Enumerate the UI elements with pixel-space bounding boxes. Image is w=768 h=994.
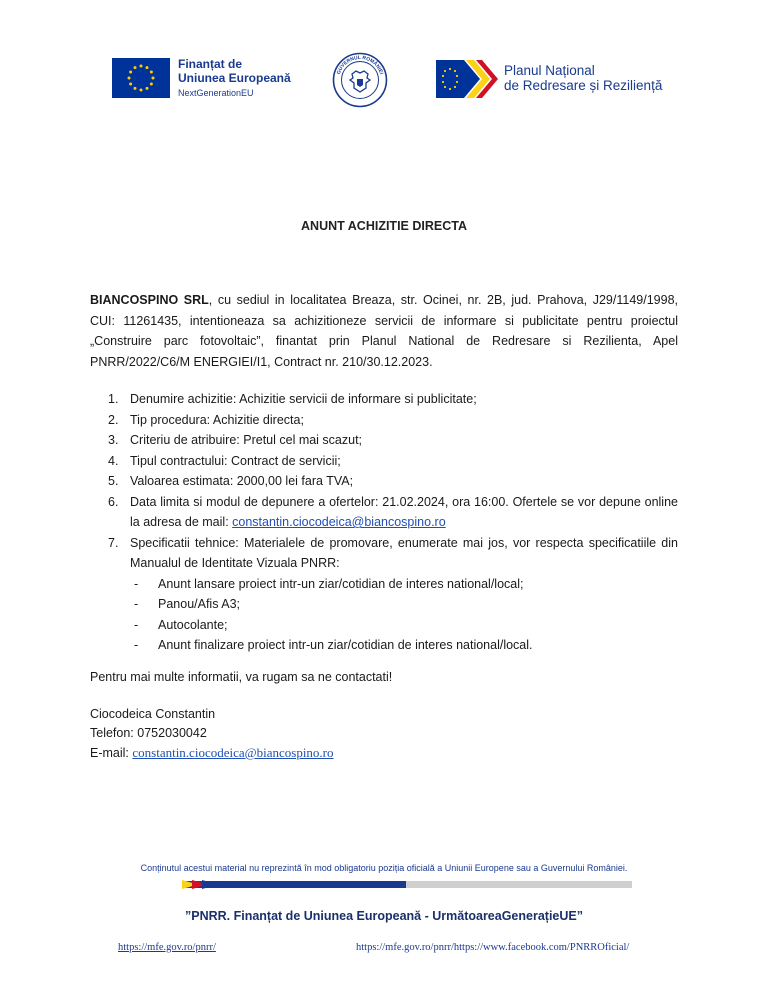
list-item: [90, 389, 678, 410]
dash-marker: -: [134, 597, 139, 611]
intro-paragraph: [90, 290, 678, 372]
eu-star-icon: [150, 83, 153, 86]
list-item: [90, 451, 678, 472]
email-label: E-mail:: [90, 746, 133, 760]
eu-star-icon: [146, 66, 149, 69]
offer-email-link[interactable]: constantin.ciocodeica@biancospino.ro: [232, 515, 446, 529]
eu-logo-line1: Finanțat de: [178, 57, 243, 72]
item-text: Tip procedura: Achizitie directa;: [130, 412, 304, 427]
item-number: 1.: [108, 392, 119, 406]
eu-logo-line2: Uniunea Europeană: [178, 70, 291, 85]
sublist-text: Anunt lansare proiect intr-un ziar/cotidian de interes national/local;: [158, 576, 524, 591]
requirements-list: [90, 389, 678, 656]
item-text: Valoarea estimata: 2000,00 lei fara TVA;: [130, 474, 354, 488]
contact-name: Ciocodeica Constantin: [90, 707, 216, 721]
document-title: ANUNT ACHIZITIE DIRECTA: [301, 219, 467, 233]
eu-star-icon: [128, 77, 131, 80]
sublist-item: [130, 594, 678, 615]
item-number: 6.: [108, 494, 119, 509]
footer-disclaimer: Conținutul acestui material nu reprezintă în mod obligatoriu poziția oficială a Uniunii Europene sau a Guvernului României.: [140, 863, 628, 873]
item-number: 7.: [108, 535, 119, 550]
contact-phone-row: [90, 724, 334, 743]
sublist-text: Anunt finalizare proiect intr-un ziar/cotidian de interes national/local.: [158, 638, 533, 652]
materials-sublist: [130, 574, 678, 656]
item-number: 4.: [108, 453, 119, 468]
item-text-part: Specificatii tehnice: Materialele de promovare, enumerate mai jos, vor respecta specificatiile din Manualul de Identitate Vizuala PNRR:: [130, 535, 678, 570]
contact-intro: Pentru mai multe informatii, va rugam sa ne contactati!: [90, 670, 393, 684]
eu-star-icon: [140, 65, 143, 68]
sublist-item: [130, 574, 678, 595]
eu-star-icon: [134, 66, 137, 69]
contact-email-link[interactable]: constantin.ciocodeica@biancospino.ro: [132, 745, 334, 760]
item-text: Criteriu de atribuire: Pretul cel mai scazut;: [130, 433, 363, 447]
contact-block: [90, 705, 334, 763]
government-seal-icon: [332, 52, 388, 108]
footer-flag-bar-icon: [182, 880, 632, 889]
seal-text: GUVERNUL ROMÂNIEI: [335, 54, 385, 76]
list-item: [90, 533, 678, 656]
pnrr-facebook-link[interactable]: https://mfe.gov.ro/pnrr/https://www.facebook.com/PNRROficial/: [356, 942, 630, 953]
eu-star-icon: [129, 83, 132, 86]
eu-star-icon: [150, 71, 153, 74]
eu-star-icon: [129, 71, 132, 74]
pnrr-logo-line2: de Redresare și Reziliență: [504, 78, 663, 93]
sublist-text: Panou/Afis A3;: [158, 597, 241, 611]
company-name: BIANCOSPINO SRL: [90, 293, 209, 307]
intro-text: , cu sediul in localitatea Breaza, str. Ocinei, nr. 2B, jud. Prahova, J29/1149/1998, CUI: 11261435, intentioneaza sa achizitioneze servicii de informare si publicitate pentru proiectul „Construire parc fotovoltaic”, finantat prin Planul National de Redresare si Rezilienta, Apel PNRR/2022/C6/M ENERGIEI/I1, Contract nr. 210/30.12.2023.: [90, 293, 678, 369]
dash-marker: -: [134, 638, 139, 652]
item-number: 3.: [108, 433, 119, 447]
list-item: [90, 410, 678, 431]
eu-flag-icon: [112, 58, 170, 98]
eu-star-icon: [140, 89, 143, 92]
list-item: [90, 492, 678, 533]
contact-email-row: [90, 743, 334, 763]
eu-logo-line3: NextGenerationEU: [178, 87, 254, 98]
pnrr-flag-icon: [436, 60, 498, 98]
eu-star-icon: [152, 77, 155, 80]
mfe-pnrr-link[interactable]: https://mfe.gov.ro/pnrr/: [118, 942, 216, 953]
phone-label: Telefon:: [90, 726, 138, 740]
dash-marker: -: [134, 576, 139, 591]
item-number: 2.: [108, 412, 119, 427]
item-text: Tipul contractului: Contract de servicii;: [130, 453, 341, 468]
item-number: 5.: [108, 474, 119, 488]
sublist-item: [130, 635, 678, 656]
list-item: [90, 471, 678, 492]
eu-funding-logo: [112, 58, 291, 98]
item-text: Denumire achizitie: Achizitie servicii de informare si publicitate;: [130, 392, 477, 406]
eu-star-icon: [146, 87, 149, 90]
sublist-item: [130, 615, 678, 636]
sublist-text: Autocolante;: [158, 617, 228, 632]
dash-marker: -: [134, 617, 139, 632]
phone-value: 0752030042: [137, 726, 207, 740]
eu-star-icon: [134, 87, 137, 90]
item-text: [130, 492, 678, 533]
list-item: [90, 430, 678, 451]
item-text-part: Data limita si modul de depunere a ofertelor: 21.02.2024, ora 16:00. Ofertele se vor depune online la adresa de mail:: [130, 494, 678, 529]
pnrr-logo: [436, 60, 662, 98]
item-text: [130, 533, 678, 656]
footer-slogan: ”PNRR. Finanțat de Uniunea Europeană - UrmătoareaGenerațieUE”: [184, 909, 583, 923]
pnrr-logo-line1: Planul Național: [504, 63, 595, 79]
